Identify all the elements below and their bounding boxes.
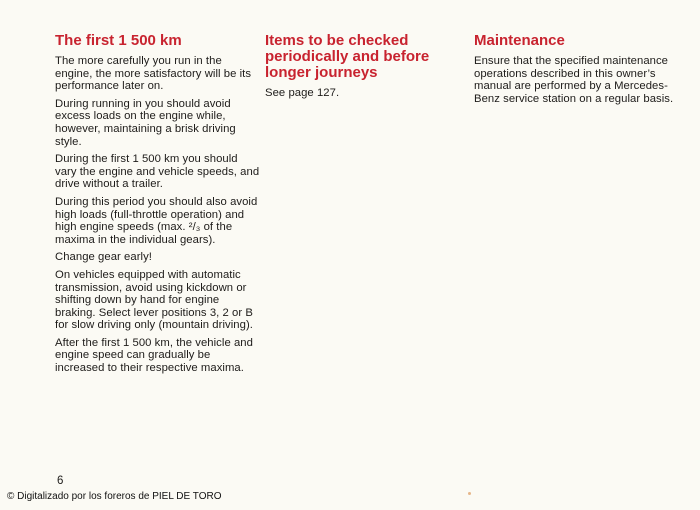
running-in-paragraph: On vehicles equipped with automatic transmission, avoid using kickdown or shifting down by hand for engine braking. Select lever positions 3, 2 or B for slow driving only (mountain driving). (55, 268, 253, 332)
maintenance-column (474, 33, 679, 110)
scan-credit: © Digitalizado por los foreros de PIEL DE TORO (7, 491, 222, 502)
paper-speck (468, 492, 471, 495)
page-number: 6 (57, 475, 64, 487)
maintenance-heading: Maintenance (474, 32, 565, 49)
periodic-checks-heading: Items to be checked periodically and before longer journeys (265, 32, 430, 81)
running-in-heading: The first 1 500 km (55, 32, 182, 49)
running-in-paragraph: During the first 1 500 km you should vary the engine and vehicle speeds, and drive without a trailer. (55, 153, 260, 191)
running-in-paragraph: During running in you should avoid excess loads on the engine while, however, maintaining a brisk driving style. (55, 97, 236, 148)
running-in-column (55, 33, 260, 380)
page-reference: See page 127. (265, 87, 340, 99)
running-in-paragraph: Change gear early! (55, 251, 152, 264)
running-in-paragraph: During this period you should also avoid high loads (full-throttle operation) and high engine speeds (max. ²/₃ of the maxima in the individual gears). (55, 195, 258, 246)
periodic-checks-column (265, 33, 465, 105)
running-in-paragraph: The more carefully you run in the engine, the more satisfactory will be its performance later on. (55, 55, 252, 93)
running-in-paragraph: After the first 1 500 km, the vehicle and engine speed can gradually be increased to their respective maxima. (55, 336, 253, 375)
maintenance-paragraph: Ensure that the specified maintenance operations described in this owner’s manual are performed by a Mercedes-Benz service station on a regular basis. (474, 55, 674, 105)
